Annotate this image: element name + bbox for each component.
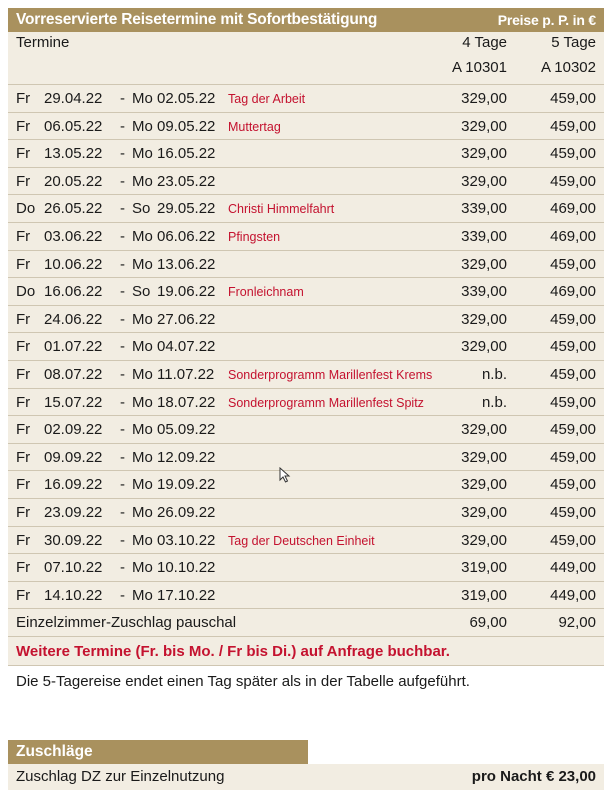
- start-weekday: Fr: [16, 255, 31, 273]
- table-row: [8, 582, 604, 610]
- table-row: [8, 223, 604, 251]
- start-date: 01.07.22: [44, 338, 103, 356]
- price-4-tage: 329,00: [461, 117, 507, 135]
- date-separator: -: [120, 255, 125, 273]
- table-row: [8, 140, 604, 168]
- start-date: 29.04.22: [44, 90, 103, 107]
- table-row: [8, 554, 604, 582]
- date-separator: -: [120, 283, 125, 301]
- price-5-tage: 459,00: [550, 117, 596, 135]
- table-row: [8, 471, 604, 499]
- table-row: [8, 85, 604, 113]
- start-weekday: Fr: [16, 503, 31, 521]
- holiday-note: Tag der Deutschen Einheit: [228, 533, 375, 548]
- start-weekday: Fr: [16, 227, 31, 245]
- date-separator: -: [120, 503, 125, 521]
- price-4-tage: 319,00: [461, 559, 507, 577]
- price-5-tage: 459,00: [550, 503, 596, 521]
- end-weekday: So: [132, 283, 151, 301]
- price-4-tage: 329,00: [461, 448, 507, 466]
- price-5-tage: 469,00: [550, 200, 596, 218]
- date-separator: -: [120, 227, 125, 245]
- holiday-note: Sonderprogramm Marillenfest Krems: [228, 367, 433, 382]
- end-date: 26.09.22: [157, 503, 216, 521]
- date-separator: -: [120, 172, 125, 190]
- end-weekday: Mo: [132, 393, 153, 411]
- surcharge-item-label: Zuschlag DZ zur Einzelnutzung: [16, 768, 225, 785]
- price-5-tage: 459,00: [550, 531, 596, 549]
- price-4-tage: 329,00: [461, 476, 507, 494]
- start-date: 20.05.22: [44, 172, 103, 190]
- end-date: 06.06.22: [157, 227, 216, 245]
- mouse-pointer-icon: [279, 467, 291, 483]
- end-date: 13.06.22: [157, 255, 216, 273]
- start-weekday: Fr: [16, 421, 31, 439]
- end-weekday: Mo: [132, 531, 153, 549]
- date-separator: -: [120, 476, 125, 494]
- end-date: 11.07.22: [157, 365, 215, 383]
- start-date: 07.10.22: [44, 559, 103, 577]
- table-row: [8, 168, 604, 196]
- price-5-tage: 459,00: [550, 172, 596, 190]
- end-date: 10.10.22: [157, 559, 216, 577]
- end-date: 19.09.22: [157, 476, 216, 494]
- end-date: 27.06.22: [157, 310, 216, 328]
- price-4-tage: 329,00: [461, 338, 507, 356]
- more-dates-notice: Weitere Termine (Fr. bis Mo. / Fr bis Di.) auf Anfrage buchbar.: [8, 637, 604, 666]
- end-date: 17.10.22: [157, 586, 216, 604]
- start-date: 14.10.22: [44, 586, 103, 604]
- end-weekday: Mo: [132, 448, 153, 466]
- table-row: [8, 499, 604, 527]
- end-date: 04.07.22: [157, 338, 216, 356]
- end-weekday: Mo: [132, 90, 153, 107]
- price-5-tage: 459,00: [550, 421, 596, 439]
- start-weekday: Fr: [16, 559, 31, 577]
- start-date: 26.05.22: [44, 200, 103, 218]
- price-4-tage: 329,00: [461, 172, 507, 190]
- date-separator: -: [120, 338, 125, 356]
- end-weekday: Mo: [132, 145, 153, 163]
- header-termine: Termine: [16, 34, 70, 51]
- price-5-tage: 469,00: [550, 227, 596, 245]
- start-date: 16.06.22: [44, 283, 103, 301]
- price-5-tage: 459,00: [550, 448, 596, 466]
- start-weekday: Fr: [16, 338, 31, 356]
- table-row: [8, 306, 604, 334]
- surcharge-item-value: pro Nacht € 23,00: [471, 768, 596, 785]
- header-4-tage-code: A 10301: [451, 59, 507, 76]
- footnote: Die 5-Tagereise endet einen Tag später als in der Tabelle aufgeführt.: [8, 666, 604, 696]
- table-title-bar: [8, 8, 604, 32]
- holiday-note: Muttertag: [228, 119, 281, 134]
- price-4-tage: 329,00: [461, 531, 507, 549]
- table-row: [8, 278, 604, 306]
- end-weekday: Mo: [132, 117, 153, 135]
- price-5-tage: 459,00: [550, 476, 596, 494]
- start-date: 09.09.22: [44, 448, 103, 466]
- start-date: 30.09.22: [44, 531, 103, 549]
- date-separator: -: [120, 421, 125, 439]
- end-weekday: Mo: [132, 559, 153, 577]
- price-4-tage: 329,00: [461, 255, 507, 273]
- start-weekday: Fr: [16, 476, 31, 494]
- start-date: 08.07.22: [44, 365, 103, 383]
- start-weekday: Do: [16, 200, 36, 218]
- table-title: Vorreservierte Reisetermine mit Sofortbestätigung: [16, 11, 378, 28]
- price-4-tage: 329,00: [461, 503, 507, 521]
- surcharges-section: [8, 740, 604, 790]
- price-4-tage: 329,00: [461, 145, 507, 163]
- start-weekday: Fr: [16, 365, 31, 383]
- end-weekday: Mo: [132, 476, 153, 494]
- end-weekday: Mo: [132, 255, 153, 273]
- start-weekday: Do: [16, 283, 36, 301]
- header-5-tage-code: A 10302: [540, 59, 596, 76]
- end-weekday: So: [132, 200, 151, 218]
- end-date: 16.05.22: [157, 145, 216, 163]
- price-5-tage: 469,00: [550, 283, 596, 301]
- table-row: [8, 416, 604, 444]
- end-weekday: Mo: [132, 310, 153, 328]
- table-row: [8, 527, 604, 555]
- end-weekday: Mo: [132, 338, 153, 356]
- table-body: [8, 85, 604, 609]
- price-5-tage: 459,00: [550, 255, 596, 273]
- price-5-tage: 449,00: [550, 586, 596, 604]
- start-weekday: Fr: [16, 117, 31, 135]
- surcharge-label: Einzelzimmer-Zuschlag pauschal: [16, 614, 237, 632]
- date-separator: -: [120, 200, 125, 218]
- table-row: [8, 444, 604, 472]
- start-date: 02.09.22: [44, 421, 103, 439]
- start-weekday: Fr: [16, 531, 31, 549]
- date-separator: -: [120, 448, 125, 466]
- price-5-tage: 459,00: [550, 365, 596, 383]
- surcharge-item-row: [8, 764, 604, 790]
- price-5-tage: 459,00: [550, 310, 596, 328]
- date-separator: -: [120, 145, 125, 163]
- dates-table: [8, 8, 604, 696]
- end-date: 09.05.22: [157, 117, 216, 135]
- start-date: 13.05.22: [44, 145, 103, 163]
- start-weekday: Fr: [16, 448, 31, 466]
- start-date: 15.07.22: [44, 393, 103, 411]
- price-4-tage: 329,00: [461, 421, 507, 439]
- table-header: [8, 32, 604, 85]
- surcharge-price-4: 69,00: [469, 614, 507, 632]
- date-separator: -: [120, 531, 125, 549]
- end-date: 03.10.22: [157, 531, 216, 549]
- price-4-tage: n.b.: [481, 393, 507, 411]
- end-weekday: Mo: [132, 421, 153, 439]
- price-5-tage: 459,00: [550, 393, 596, 411]
- start-weekday: Fr: [16, 393, 31, 411]
- end-date: 19.06.22: [157, 283, 216, 301]
- header-4-tage: 4 Tage: [462, 34, 507, 51]
- end-date: 12.09.22: [157, 448, 216, 466]
- start-date: 24.06.22: [44, 310, 103, 328]
- date-separator: -: [120, 310, 125, 328]
- surcharges-title: Zuschläge: [8, 740, 308, 764]
- start-weekday: Fr: [16, 145, 31, 163]
- start-weekday: Fr: [16, 172, 31, 190]
- price-5-tage: 449,00: [550, 559, 596, 577]
- table-row: [8, 361, 604, 389]
- start-date: 16.09.22: [44, 476, 103, 494]
- holiday-note: Tag der Arbeit: [228, 92, 306, 106]
- date-separator: -: [120, 586, 125, 604]
- start-date: 06.05.22: [44, 117, 103, 135]
- table-row: [8, 251, 604, 279]
- end-weekday: Mo: [132, 227, 153, 245]
- table-row: [8, 333, 604, 361]
- price-note: Preise p. P. in €: [497, 12, 596, 28]
- price-4-tage: 329,00: [461, 310, 507, 328]
- single-room-surcharge-row: [8, 609, 604, 637]
- holiday-note: Sonderprogramm Marillenfest Spitz: [228, 395, 424, 410]
- end-date: 23.05.22: [157, 172, 216, 190]
- end-date: 05.09.22: [157, 421, 216, 439]
- price-5-tage: 459,00: [550, 145, 596, 163]
- price-4-tage: 339,00: [461, 283, 507, 301]
- start-weekday: Fr: [16, 310, 31, 328]
- surcharge-price-5: 92,00: [558, 614, 596, 632]
- price-5-tage: 459,00: [550, 338, 596, 356]
- holiday-note: Christi Himmelfahrt: [228, 202, 335, 217]
- price-4-tage: 329,00: [461, 90, 507, 107]
- holiday-note: Pfingsten: [228, 229, 281, 244]
- start-date: 23.09.22: [44, 503, 103, 521]
- end-weekday: Mo: [132, 365, 153, 383]
- header-5-tage: 5 Tage: [551, 34, 596, 51]
- date-separator: -: [120, 559, 125, 577]
- table-row: [8, 389, 604, 417]
- date-separator: -: [120, 90, 125, 107]
- price-4-tage: 319,00: [461, 586, 507, 604]
- date-separator: -: [120, 393, 125, 411]
- table-row: [8, 113, 604, 141]
- end-weekday: Mo: [132, 172, 153, 190]
- table-row: [8, 195, 604, 223]
- end-date: 18.07.22: [157, 393, 216, 411]
- end-weekday: Mo: [132, 503, 153, 521]
- end-weekday: Mo: [132, 586, 153, 604]
- start-date: 03.06.22: [44, 227, 103, 245]
- price-5-tage: 459,00: [550, 90, 596, 107]
- end-date: 02.05.22: [157, 90, 216, 107]
- start-weekday: Fr: [16, 90, 31, 107]
- start-weekday: Fr: [16, 586, 31, 604]
- start-date: 10.06.22: [44, 255, 103, 273]
- price-4-tage: n.b.: [481, 365, 507, 383]
- date-separator: -: [120, 365, 125, 383]
- holiday-note: Fronleichnam: [228, 285, 304, 300]
- price-4-tage: 339,00: [461, 227, 507, 245]
- date-separator: -: [120, 117, 125, 135]
- end-date: 29.05.22: [157, 200, 216, 218]
- price-4-tage: 339,00: [461, 200, 507, 218]
